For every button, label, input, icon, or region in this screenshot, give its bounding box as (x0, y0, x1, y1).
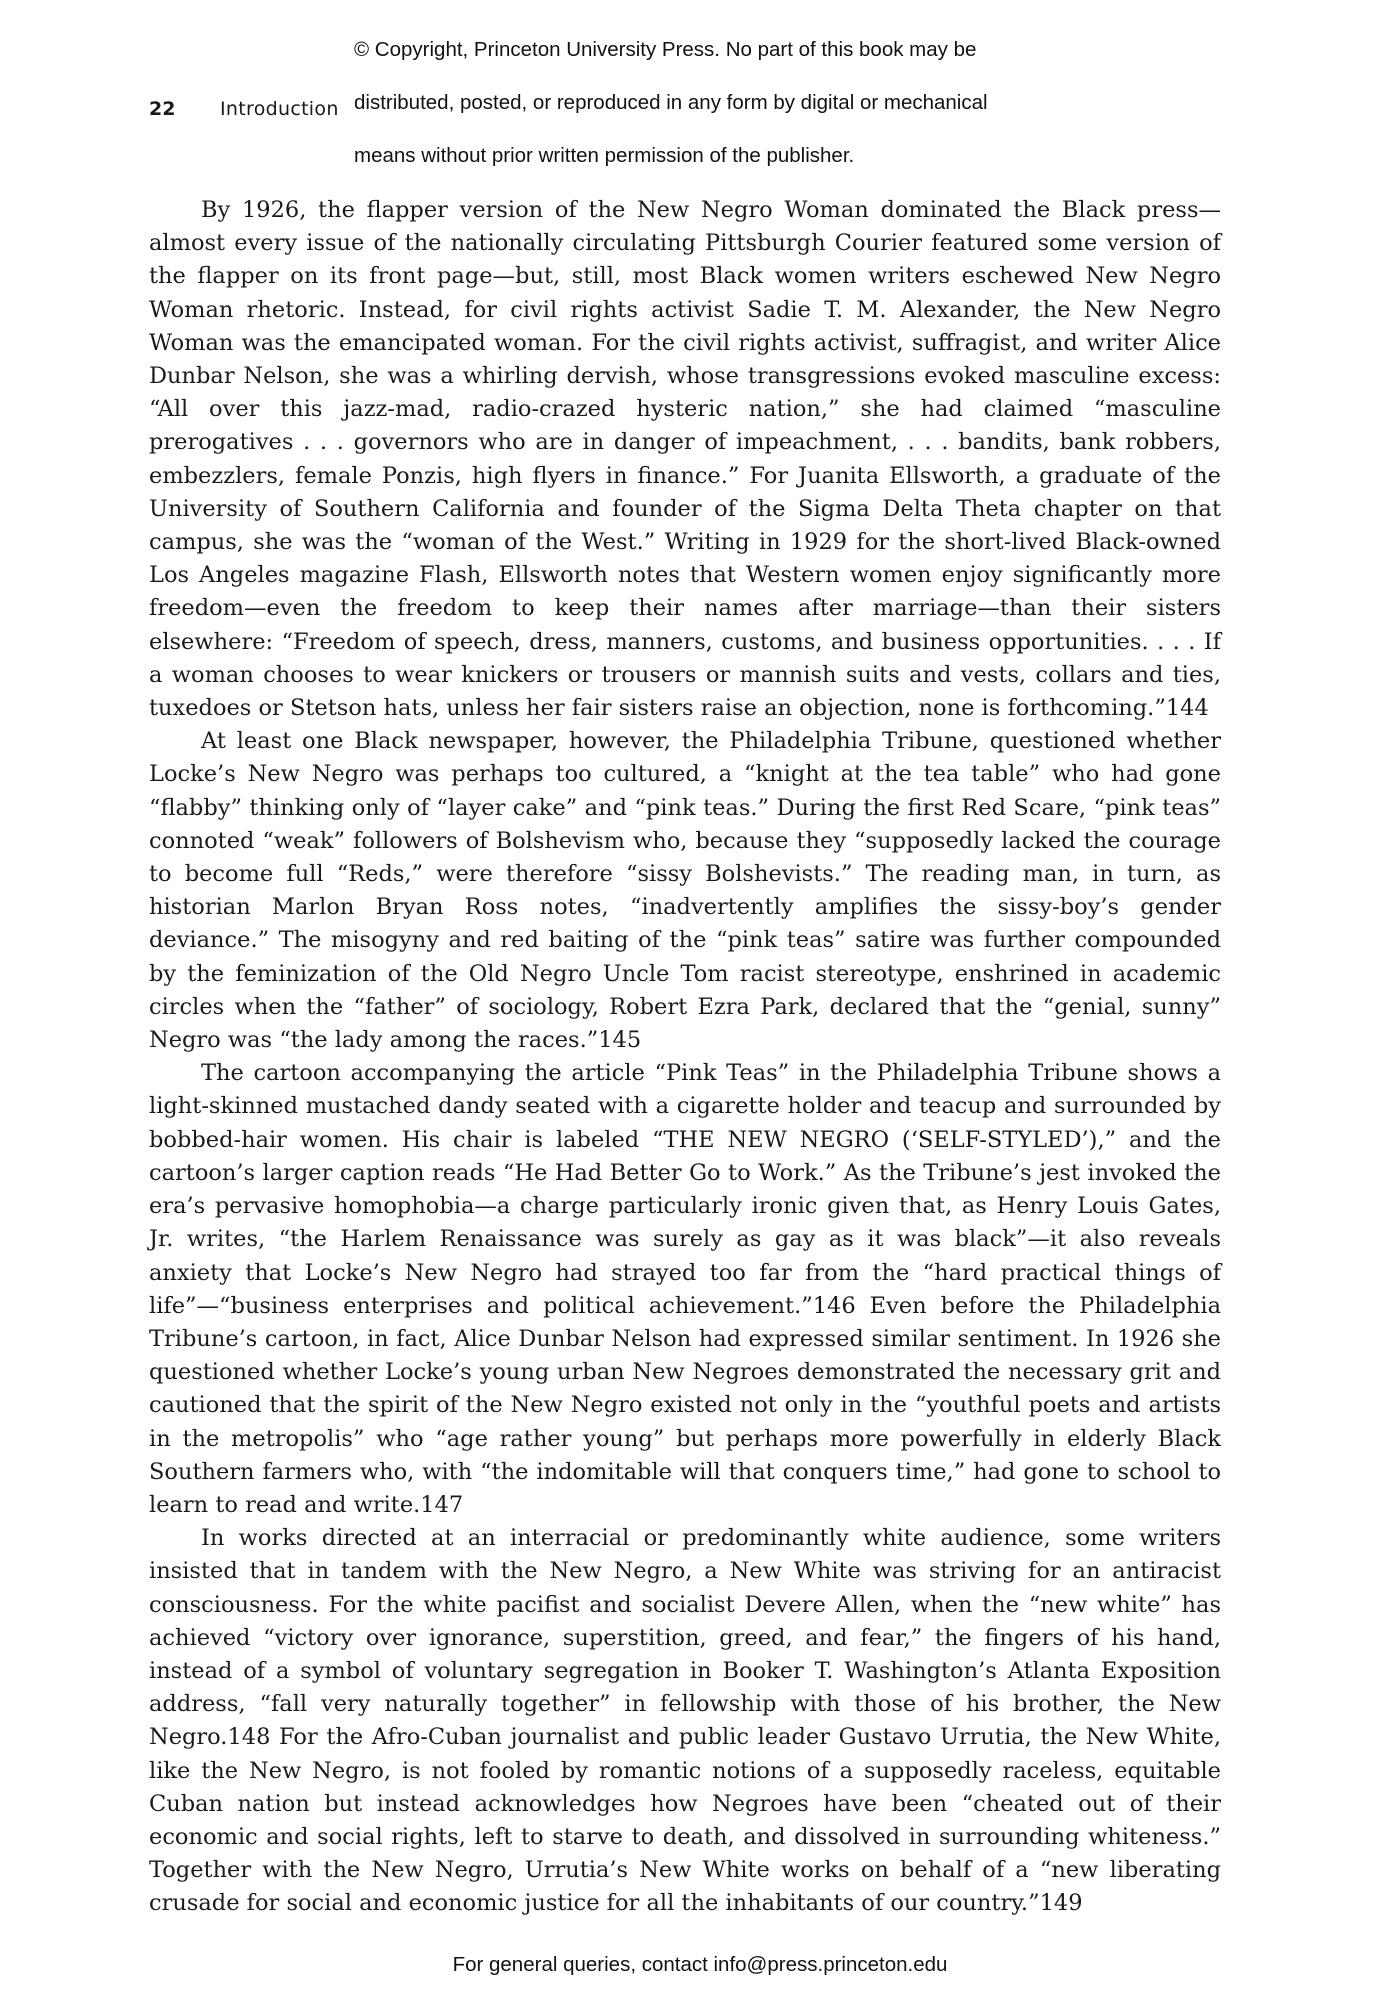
body-text (149, 194, 1221, 1921)
paragraph: At least one Black newspaper, however, the Philadelphia Tribune, questioned whether Locke’s New Negro was perhaps too cultured, a “knight at the tea table” who had gone “flabby” thinking only of “layer cake” and “pink teas.” During the first Red Scare, “pink teas” connoted “weak” followers of Bolshevism who, because they “supposedly lacked the courage to become full “Reds,” were therefore “sissy Bolshevists.” The reading man, in turn, as historian Marlon Bryan Ross notes, “inadvertently amplifies the sissy-boy’s gender deviance.” The misogyny and red baiting of the “pink teas” satire was further compounded by the feminization of the Old Negro Uncle Tom racist stereotype, enshrined in academic circles when the “father” of sociology, Robert Ezra Park, declared that the “genial, sunny” Negro was “the lady among the races.”145 (149, 728, 1221, 1054)
section-title: Introduction (220, 98, 339, 120)
footer-contact: For general queries, contact info@press.princeton.edu (452, 1953, 948, 1976)
running-head (149, 96, 339, 122)
copyright-line: © Copyright, Princeton University Press. No part of this book may be (354, 37, 977, 61)
copyright-notice (354, 10, 1114, 169)
page-number: 22 (149, 98, 176, 120)
copyright-line: distributed, posted, or reproduced in any form by digital or mechanical (354, 90, 988, 114)
paragraph: By 1926, the flapper version of the New Negro Woman dominated the Black press—almost every issue of the nationally circulating Pittsburgh Courier featured some version of the flapper on its front page—but, still, most Black women writers eschewed New Negro Woman rhetoric. Instead, for civil rights activist Sadie T. M. Alexander, the New Negro Woman was the emancipated woman. For the civil rights activist, suffragist, and writer Alice Dunbar Nelson, she was a whirling dervish, whose transgressions evoked masculine excess: “All over this jazz-mad, radio-crazed hysteric nation,” she had claimed “masculine prerogatives . . . governors who are in danger of impeachment, . . . bandits, bank robbers, embezzlers, female Ponzis, high flyers in finance.” For Juanita Ellsworth, a graduate of the University of Southern California and founder of the Sigma Delta Theta chapter on that campus, she was the “woman of the West.” Writing in 1929 for the short-lived Black-owned Los Angeles magazine Flash, Ellsworth notes that Western women enjoy significantly more freedom—even the freedom to keep their names after marriage—than their sisters elsewhere: “Freedom of speech, dress, manners, customs, and business opportunities. . . . If a woman chooses to wear knickers or trousers or mannish suits and vests, collars and ties, tuxedoes or Stetson hats, unless her fair sisters raise an objection, none is forthcoming.”144 (149, 197, 1221, 722)
paragraph: In works directed at an interracial or predominantly white audience, some writers insisted that in tandem with the New Negro, a New White was striving for an antiracist consciousness. For the white pacifist and socialist Devere Allen, when the “new white” has achieved “victory over ignorance, superstition, greed, and fear,” the fingers of his hand, instead of a symbol of voluntary segregation in Booker T. Washington’s Atlanta Exposition address, “fall very naturally together” in fellowship with those of his brother, the New Negro.148 For the Afro-Cuban journalist and public leader Gustavo Urrutia, the New White, like the New Negro, is not fooled by romantic notions of a supposedly raceless, equitable Cuban nation but instead acknowledges how Negroes have been “cheated out of their economic and social rights, left to starve to death, and dissolved in surrounding whiteness.” Together with the New Negro, Urrutia’s New White works on behalf of a “new liberating crusade for social and economic justice for all the inhabitants of our country.”149 (149, 1525, 1221, 1917)
paragraph: The cartoon accompanying the article “Pink Teas” in the Philadelphia Tribune shows a light-skinned mustached dandy seated with a cigarette holder and teacup and surrounded by bobbed-hair women. His chair is labeled “THE NEW NEGRO (‘SELF-STYLED’),” and the cartoon’s larger caption reads “He Had Better Go to Work.” As the Tribune’s jest invoked the era’s pervasive homophobia—a charge particularly ironic given that, as Henry Louis Gates, Jr. writes, “the Harlem Renaissance was surely as gay as it was black”—it also reveals anxiety that Locke’s New Negro had strayed too far from the “hard practical things of life”—“business enterprises and political achievement.”146 Even before the Philadelphia Tribune’s cartoon, in fact, Alice Dunbar Nelson had expressed similar sentiment. In 1926 she questioned whether Locke’s young urban New Negroes demonstrated the necessary grit and cautioned that the spirit of the New Negro existed not only in the “youthful poets and artists in the metropolis” who “age rather young” but perhaps more powerfully in elderly Black Southern farmers who, with “the indomitable will that conquers time,” had gone to school to learn to read and write.147 (149, 1060, 1221, 1518)
copyright-line: means without prior written permission of the publisher. (354, 143, 855, 167)
